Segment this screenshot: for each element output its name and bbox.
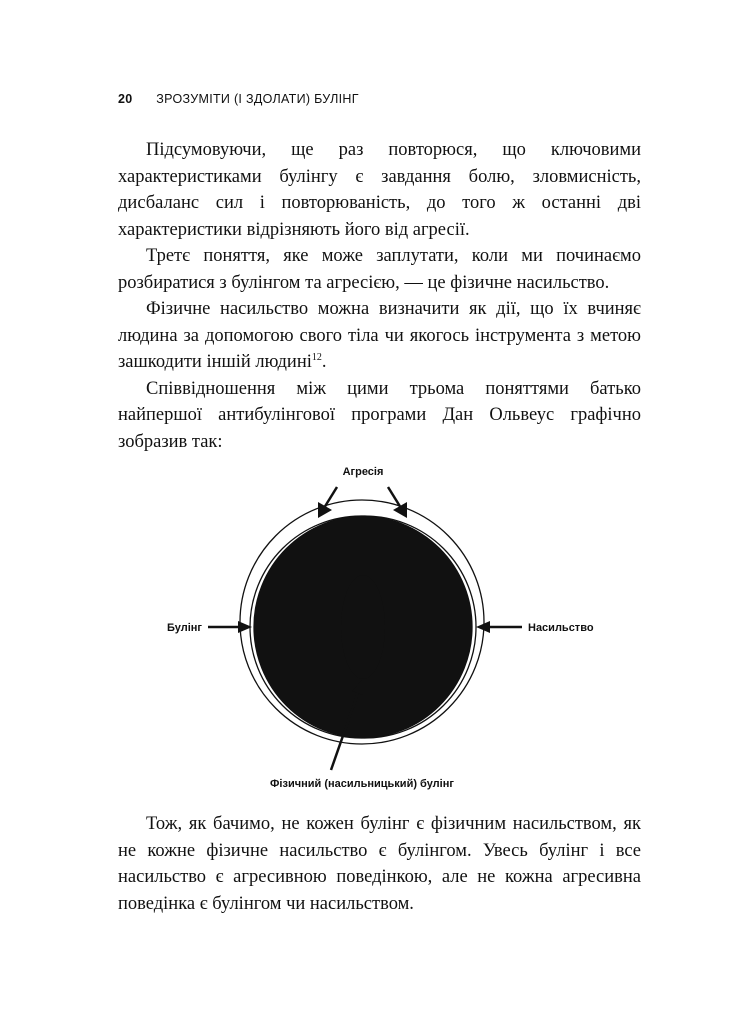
paragraph-third-concept: Третє поняття, яке може заплутати, коли ми починаємо розбиратися з булінгом та агресією, — це фізичне насильство. — [118, 246, 641, 293]
paragraph-physical-violence-end: . — [321, 352, 327, 372]
label-physical-bullying: Фізичний (насильницький) булінг — [270, 778, 454, 790]
label-violence: Насильство — [528, 622, 594, 634]
paragraph-physical-violence-text: Фізичне насильство можна визначити як дії, що їх вчиняє людина за допомогою свого тіла чи якогось інструмента з метою зашкодити іншій людині — [118, 299, 641, 372]
venn-diagram — [150, 460, 610, 800]
label-aggression: Агресія — [342, 466, 384, 478]
body-text-bottom — [118, 811, 641, 917]
arrow-violence-head — [476, 621, 490, 633]
paragraph-olweus: Співвідношення між цими трьома поняттями батько найпершої антибулінгової програми Дан Ольвеус графічно зобразив так: — [118, 378, 641, 452]
running-title: ЗРОЗУМІТИ (І ЗДОЛАТИ) БУЛІНГ — [156, 92, 359, 106]
intersection-lens — [341, 575, 385, 679]
paragraph-summary: Підсумовуючи, ще раз повторюся, що ключовими характеристиками булінгу є завдання болю, зловмисність, дисбаланс сил і повторюваність, до того ж останні дві характеристики відрізняють його від агресії. — [118, 140, 641, 240]
footnote-reference[interactable]: 12 — [311, 351, 322, 363]
paragraph-physical-violence — [118, 296, 641, 376]
label-bullying: Булінг — [166, 622, 202, 634]
arrow-aggression-left-shaft — [324, 487, 337, 508]
paragraph-conclusion: Тож, як бачимо, не кожен булінг є фізичним насильством, як не кожне фізичне насильство є булінгом. Увесь булінг і все насильство є агресивною поведінкою, але не кожна агресивна поведінка є булінгом чи насильством. — [118, 814, 641, 914]
body-text-top — [118, 137, 641, 455]
running-header — [118, 92, 359, 106]
page-number: 20 — [118, 92, 133, 106]
